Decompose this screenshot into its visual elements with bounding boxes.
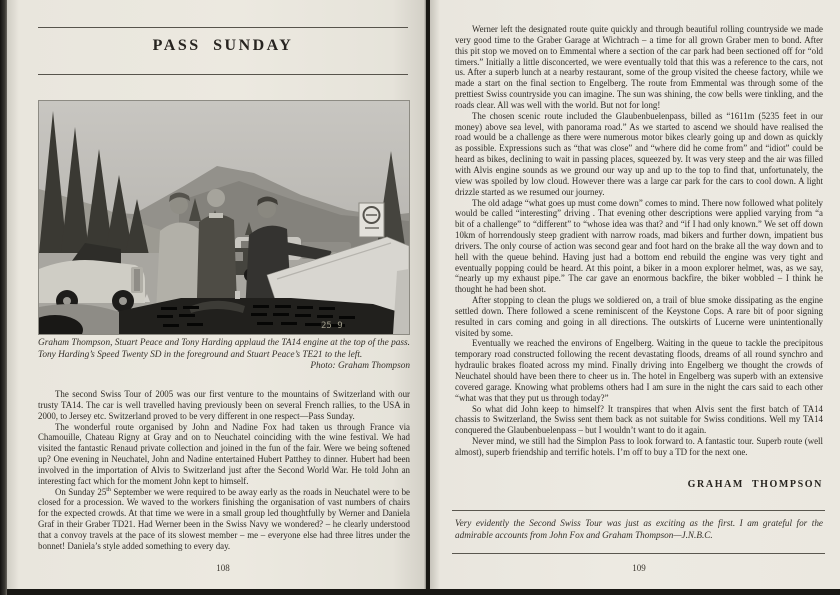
paragraph: After stopping to clean the plugs we soldiered on, a trail of blue smoke dissipating as the engine settled down. There followed a scene reminiscent of the Keystone Cops. A rare bit of poor signing resulted in cars coming and going in all directions. The outskirts of Lucerne were unintentionally visited by some.: [455, 295, 823, 338]
article-title: PASS SUNDAY: [152, 37, 294, 54]
paragraph: So what did John keep to himself? It transpires that when Alvis sent the first batch of TA14 chassis to Switzerland, the Swiss sent them back as not suitable for Swiss conditions. Well my TA14 conquered the Glaubenbuelenpass – but I wouldn’t want to do it again.: [455, 403, 823, 436]
photo-credit: Photo: Graham Thompson: [310, 361, 410, 372]
note-rule-bottom: [452, 553, 825, 554]
photo-caption: Graham Thompson, Stuart Peace and Tony Harding applaud the TA14 engine at the top of the pass. Tony Harding’s Speed Twenty SD in the foreground and Stuart Peace’s TE21 to the left.: [38, 338, 410, 360]
bonnet-catch: [235, 291, 240, 299]
right-page: [430, 0, 840, 589]
road-sign: [359, 203, 384, 237]
author-signature: GRAHAM THOMPSON: [687, 478, 823, 490]
paragraph: On Sunday 25th September we were required to be away early as the roads in Neuchatel were to be closed for a procession. We waved to the workers finishing the organisation of vast numbers of chairs for the expected crowds. At that time we were in a small group led thoughtfully by Werner and Daniela Graf in their Graber TD21. Had Werner been in the Swiss Navy we wondered? – he clearly understood that a convoy travels at the pace of its slowest member – me – everyone else had three litres under the bonnet! Daniela’s style added something to every day.: [38, 486, 410, 551]
superscript-th: th: [106, 486, 111, 493]
photo-caption-block: [38, 338, 410, 373]
paragraph: Never mind, we still had the Simplon Pass to look forward to. A fantastic tour. Superb route (well almost), superb friendship and terrific hotels. I’m off to buy a TD for the next one.: [455, 436, 823, 457]
title-rule-bottom: [38, 74, 408, 75]
paragraph: Werner left the designated route quite quickly and through beautiful rolling countryside we made very good time to the Graber Garage at Wichtrach – a time for all grown Graber men to bond. After this pit stop we moved on to Emmental where a section of the car park had been sectioned off for “old timers.” Initially a little disconcerted, we were eventually told that this was a reference to the cars, not us. After a superb lunch at a nearby restaurant, some of the group visited the cheese factory, while we made a start on the final section to Engelberg. The route from Emmental was through some of the prettiest Swiss countryside you can imagine. The sun was shining, the cow bells were tinkling, and the roads clear. All was well with the world. But not for long!: [455, 24, 823, 110]
pass-photo-graphic: [39, 101, 409, 334]
film-date-stamp: 25 9: [321, 321, 343, 331]
book-edge-strip: [0, 0, 7, 595]
article-body-right: [455, 24, 823, 491]
paragraph: The old adage “what goes up must come down” comes to mind. There now followed what politely would be called “interesting” driving . That evening other descriptions were applied varying from “a bit of a challenge” to “different” to “whose idea was that? and “if I had only known.” We set off down 10km of horrendously steep gradient with narrow roads, mad bikers and further down, impatient bus drivers. The only course of action was second gear and foot hard on the brake all the way down and to hell with the queue behind. Having just had a bottom end rebuild the engine was very tight and eventually popping could be heard. At this point, a biker in a moon explorer helmet, was, as we say, “nearly up my exhaust pipe.” The car gave an enormous backfire, the biker wobbled – I think he thought he had been shot.: [455, 197, 823, 295]
editor-note: Very evidently the Second Swiss Tour was just as exciting as the first. I am grateful for the admirable accounts from John Fox and Graham Thompson—J.N.B.C.: [455, 518, 823, 540]
paragraph: Eventually we reached the environs of Engelberg. Waiting in the queue to tackle the precipitous temporary road constructed following the recent devastating floods, dreams of all round synchro and hydraulic brakes floated across my mind. Finally driving into Engelberg we thought the crowds of Neuchatel should have been there to cheer us in. The hotel in Engelberg was superb with an extensive covered garage. Knowing what problems others had I am sure in the night the cars said to each other “what was that they put us through today?”: [455, 338, 823, 403]
note-rule-top: [452, 510, 825, 511]
title-rule-top: [38, 27, 408, 28]
pass-photo: [38, 100, 410, 335]
page-number-right: 109: [632, 563, 646, 573]
article-body-left: [38, 389, 410, 552]
paragraph: The wonderful route organised by John and Nadine Fox had taken us through France via Chamouille, Chateau Rigny at Gray and on to Neuchatel coinciding with the wine festival. We had visited the fantastic Renaud private collection and joined in the fun of the fair. Were we being softened up? One evening in Neuchatel, John and Nadine entertained Hubert Patthey to dinner. Hubert had been involved in the importation of Alvis to Switzerland just after the Second World War. He told John an interesting fact which for the moment John kept to himself.: [38, 421, 410, 486]
left-page: [7, 0, 426, 589]
paragraph: The second Swiss Tour of 2005 was our first venture to the mountains of Switzerland with our trusty TA14. The car is well travelled having previously been on several French rallies, to the USA in 2000, to Jersey etc. Switzerland proved to be very different in one respect—Pass Sunday.: [38, 389, 410, 421]
page-number-left: 108: [216, 563, 230, 573]
paragraph: The chosen scenic route included the Glaubenbuelenpass, billed as “1611m (5235 feet in our money) above sea level, with panorama road.” As we started to ascend we should have realised the road would be a challenge as there were numerous motor bikes clearly going up and down as quickly as possible. Expressions such as “that was close” and “where did he come from” and “idiot” could be heard as bikes, declining to wait in passing places, squeezed by. It was very steep and the air was filled with Alvis engine sounds as we ground our way up and up to the top to find that, unfortunately, the view was spoiled by low cloud. However there was a large car park for the cars to cool down. A light drizzle started as we resumed our journey.: [455, 110, 823, 197]
